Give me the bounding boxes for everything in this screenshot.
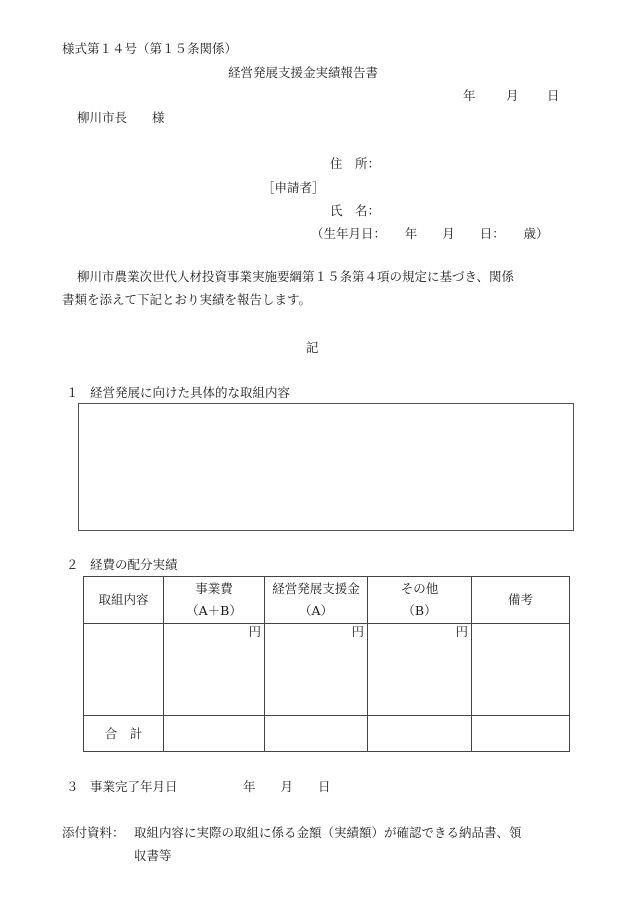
header-support-fund-line2: （A） bbox=[298, 603, 334, 618]
project-cost-cell[interactable] bbox=[164, 624, 265, 716]
total-remarks-cell[interactable] bbox=[472, 716, 570, 752]
ki-heading: 記 bbox=[306, 340, 319, 355]
yen-unit: 円 bbox=[351, 624, 364, 639]
address-label: 住 所： bbox=[330, 156, 381, 171]
header-other-line1: その他 bbox=[400, 581, 439, 596]
birth-date-line: （生年月日： 年 月 日： 歳） bbox=[311, 226, 549, 241]
header-support-fund-line1: 経営発展支援金 bbox=[272, 581, 360, 596]
section2-number: ２ bbox=[66, 557, 79, 572]
header-project-cost bbox=[164, 577, 265, 624]
section3-number: ３ bbox=[66, 779, 79, 794]
total-label: 合 計 bbox=[84, 716, 164, 752]
form-number: 様式第１４号（第１５条関係） bbox=[62, 41, 238, 56]
header-initiative: 取組内容 bbox=[84, 577, 164, 624]
header-other bbox=[368, 577, 472, 624]
yen-unit: 円 bbox=[248, 624, 261, 639]
document-title: 経営発展支援金実績報告書 bbox=[228, 65, 379, 80]
total-project-cost-cell[interactable] bbox=[164, 716, 265, 752]
addressee: 柳川市長 様 bbox=[77, 110, 165, 125]
table-header-row bbox=[84, 577, 570, 624]
header-project-cost-line2: （A＋B） bbox=[186, 603, 242, 618]
section1-title: 経営発展に向けた具体的な取組内容 bbox=[90, 385, 291, 400]
other-cost-cell[interactable] bbox=[368, 624, 472, 716]
date-year: 年 bbox=[463, 88, 476, 103]
attachments-label: 添付資料： bbox=[62, 825, 125, 840]
attachments-line-1: 取組内容に実際の取組に係る金額（実績額）が確認できる納品書、領 bbox=[134, 825, 522, 840]
support-fund-cell[interactable] bbox=[265, 624, 368, 716]
total-row bbox=[84, 716, 570, 752]
section1-number: １ bbox=[66, 385, 79, 400]
date-month: 月 bbox=[506, 88, 519, 103]
applicant-role-label: ［申請者］ bbox=[262, 180, 325, 195]
initiative-cell[interactable] bbox=[84, 624, 164, 716]
name-label: 氏 名： bbox=[330, 203, 381, 218]
header-remarks: 備考 bbox=[472, 577, 570, 624]
section3-title: 事業完了年月日 bbox=[90, 779, 178, 794]
header-other-line2: （B） bbox=[402, 603, 437, 618]
attachments-line-2: 収書等 bbox=[134, 848, 172, 863]
total-other-cell[interactable] bbox=[368, 716, 472, 752]
cost-allocation-table bbox=[83, 576, 570, 752]
initiative-content-box[interactable] bbox=[78, 403, 574, 531]
body-line-1: 柳川市農業次世代人材投資事業実施要綱第１５条第４項の規定に基づき、関係 bbox=[77, 269, 515, 284]
yen-unit: 円 bbox=[455, 624, 468, 639]
date-day: 日 bbox=[547, 88, 560, 103]
remarks-cell[interactable] bbox=[472, 624, 570, 716]
completion-date: 年 月 日 bbox=[243, 779, 331, 794]
total-support-fund-cell[interactable] bbox=[265, 716, 368, 752]
table-row bbox=[84, 624, 570, 716]
header-project-cost-line1: 事業費 bbox=[195, 581, 233, 596]
body-line-2: 書類を添えて下記とおり実績を報告します。 bbox=[62, 292, 312, 307]
header-support-fund bbox=[265, 577, 368, 624]
section2-title: 経費の配分実績 bbox=[90, 557, 178, 572]
